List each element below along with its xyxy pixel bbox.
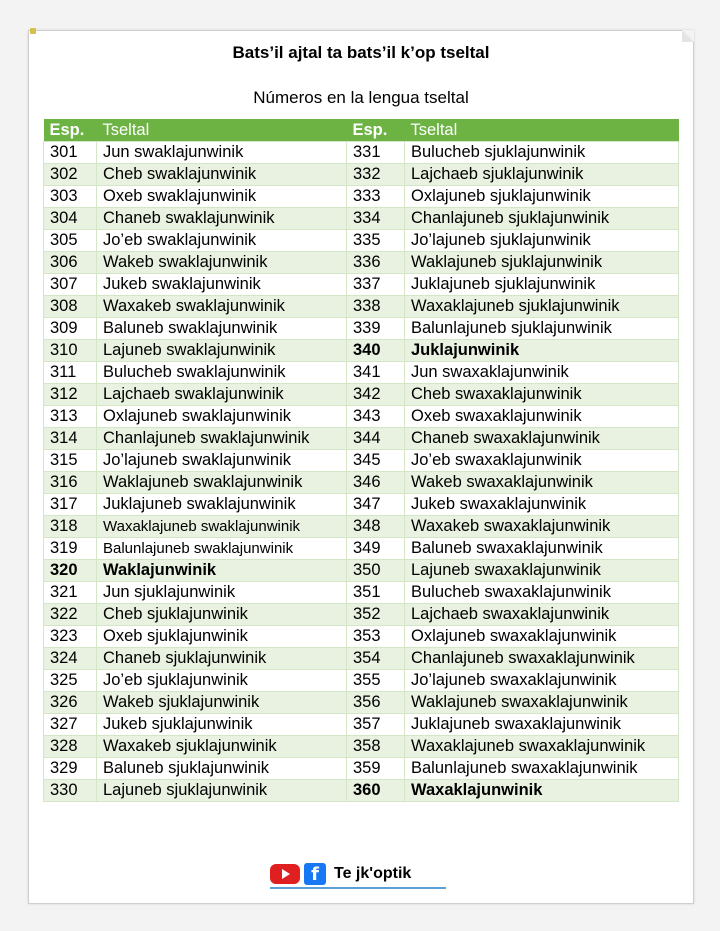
numbers-table bbox=[43, 119, 679, 802]
table-row bbox=[44, 648, 679, 670]
table-row bbox=[44, 692, 679, 714]
table-row bbox=[44, 318, 679, 340]
table-row bbox=[44, 340, 679, 362]
row-tseltal-right: Waxaklajuneb swaxaklajunwinik bbox=[405, 736, 679, 758]
table-row bbox=[44, 472, 679, 494]
row-number-left: 317 bbox=[44, 494, 97, 516]
row-tseltal-left: Baluneb sjuklajunwinik bbox=[97, 758, 347, 780]
row-tseltal-right: Juklajunwinik bbox=[405, 340, 679, 362]
row-number-left: 329 bbox=[44, 758, 97, 780]
table-row bbox=[44, 516, 679, 538]
row-tseltal-right: Lajchaeb sjuklajunwinik bbox=[405, 164, 679, 186]
table-row bbox=[44, 604, 679, 626]
row-number-right: 335 bbox=[347, 230, 405, 252]
row-number-right: 340 bbox=[347, 340, 405, 362]
row-tseltal-left: Chaneb swaklajunwinik bbox=[97, 208, 347, 230]
row-number-right: 352 bbox=[347, 604, 405, 626]
row-tseltal-left: Wakeb sjuklajunwinik bbox=[97, 692, 347, 714]
table-row bbox=[44, 142, 679, 164]
table-row bbox=[44, 758, 679, 780]
row-number-left: 308 bbox=[44, 296, 97, 318]
row-tseltal-left: Waxaklajuneb swaklajunwinik bbox=[97, 516, 347, 538]
row-number-right: 339 bbox=[347, 318, 405, 340]
row-tseltal-right: Oxeb swaxaklajunwinik bbox=[405, 406, 679, 428]
row-tseltal-right: Wakeb swaxaklajunwinik bbox=[405, 472, 679, 494]
table-row bbox=[44, 714, 679, 736]
row-tseltal-right: Chanlajuneb sjuklajunwinik bbox=[405, 208, 679, 230]
table-row bbox=[44, 450, 679, 472]
row-number-right: 349 bbox=[347, 538, 405, 560]
row-number-left: 306 bbox=[44, 252, 97, 274]
table-row bbox=[44, 252, 679, 274]
row-number-right: 337 bbox=[347, 274, 405, 296]
facebook-icon[interactable]: f bbox=[304, 863, 326, 885]
row-number-right: 333 bbox=[347, 186, 405, 208]
row-tseltal-right: Waxaklajunwinik bbox=[405, 780, 679, 802]
table-row bbox=[44, 428, 679, 450]
row-number-right: 353 bbox=[347, 626, 405, 648]
row-number-left: 319 bbox=[44, 538, 97, 560]
row-number-left: 309 bbox=[44, 318, 97, 340]
row-tseltal-left: Jo’lajuneb swaklajunwinik bbox=[97, 450, 347, 472]
row-number-right: 345 bbox=[347, 450, 405, 472]
row-number-left: 318 bbox=[44, 516, 97, 538]
row-tseltal-left: Chanlajuneb swaklajunwinik bbox=[97, 428, 347, 450]
table-row bbox=[44, 384, 679, 406]
row-number-right: 359 bbox=[347, 758, 405, 780]
row-number-left: 310 bbox=[44, 340, 97, 362]
page-fold-corner bbox=[682, 30, 694, 42]
table-row bbox=[44, 560, 679, 582]
table-row bbox=[44, 208, 679, 230]
row-tseltal-left: Cheb swaklajunwinik bbox=[97, 164, 347, 186]
row-number-right: 334 bbox=[347, 208, 405, 230]
table-row bbox=[44, 626, 679, 648]
row-tseltal-right: Oxlajuneb sjuklajunwinik bbox=[405, 186, 679, 208]
row-tseltal-right: Chanlajuneb swaxaklajunwinik bbox=[405, 648, 679, 670]
row-tseltal-left: Lajuneb swaklajunwinik bbox=[97, 340, 347, 362]
row-tseltal-left: Oxeb swaklajunwinik bbox=[97, 186, 347, 208]
table-row bbox=[44, 582, 679, 604]
row-tseltal-right: Oxlajuneb swaxaklajunwinik bbox=[405, 626, 679, 648]
document-page bbox=[28, 30, 694, 904]
row-tseltal-left: Jukeb swaklajunwinik bbox=[97, 274, 347, 296]
row-tseltal-right: Waxaklajuneb sjuklajunwinik bbox=[405, 296, 679, 318]
row-number-left: 303 bbox=[44, 186, 97, 208]
row-number-left: 322 bbox=[44, 604, 97, 626]
row-tseltal-right: Baluneb swaxaklajunwinik bbox=[405, 538, 679, 560]
header-tseltal-1: Tseltal bbox=[97, 119, 347, 142]
row-number-right: 332 bbox=[347, 164, 405, 186]
row-tseltal-left: Baluneb swaklajunwinik bbox=[97, 318, 347, 340]
row-tseltal-right: Jukeb swaxaklajunwinik bbox=[405, 494, 679, 516]
row-tseltal-left: Jun sjuklajunwinik bbox=[97, 582, 347, 604]
row-number-left: 311 bbox=[44, 362, 97, 384]
row-number-right: 348 bbox=[347, 516, 405, 538]
row-tseltal-left: Jukeb sjuklajunwinik bbox=[97, 714, 347, 736]
row-tseltal-right: Chaneb swaxaklajunwinik bbox=[405, 428, 679, 450]
row-number-left: 320 bbox=[44, 560, 97, 582]
row-number-left: 314 bbox=[44, 428, 97, 450]
row-number-right: 354 bbox=[347, 648, 405, 670]
row-number-left: 315 bbox=[44, 450, 97, 472]
table-row bbox=[44, 274, 679, 296]
row-number-right: 355 bbox=[347, 670, 405, 692]
row-tseltal-right: Lajchaeb swaxaklajunwinik bbox=[405, 604, 679, 626]
row-tseltal-left: Oxlajuneb swaklajunwinik bbox=[97, 406, 347, 428]
table-row bbox=[44, 538, 679, 560]
row-number-left: 307 bbox=[44, 274, 97, 296]
row-number-right: 360 bbox=[347, 780, 405, 802]
row-tseltal-right: Bulucheb swaxaklajunwinik bbox=[405, 582, 679, 604]
row-number-right: 344 bbox=[347, 428, 405, 450]
row-number-left: 326 bbox=[44, 692, 97, 714]
row-tseltal-left: Lajuneb sjuklajunwinik bbox=[97, 780, 347, 802]
row-number-left: 301 bbox=[44, 142, 97, 164]
row-tseltal-left: Waklajuneb swaklajunwinik bbox=[97, 472, 347, 494]
row-number-left: 302 bbox=[44, 164, 97, 186]
row-tseltal-left: Cheb sjuklajunwinik bbox=[97, 604, 347, 626]
row-tseltal-right: Waklajuneb sjuklajunwinik bbox=[405, 252, 679, 274]
table-row bbox=[44, 186, 679, 208]
row-tseltal-left: Juklajuneb swaklajunwinik bbox=[97, 494, 347, 516]
header-esp-1: Esp. bbox=[44, 119, 97, 142]
corner-mark-icon bbox=[30, 28, 36, 34]
row-number-right: 350 bbox=[347, 560, 405, 582]
header-tseltal-2: Tseltal bbox=[405, 119, 679, 142]
row-tseltal-right: Jun swaxaklajunwinik bbox=[405, 362, 679, 384]
row-number-left: 316 bbox=[44, 472, 97, 494]
row-tseltal-left: Jo’eb sjuklajunwinik bbox=[97, 670, 347, 692]
row-tseltal-right: Jo’lajuneb sjuklajunwinik bbox=[405, 230, 679, 252]
table-row bbox=[44, 494, 679, 516]
row-tseltal-right: Jo’eb swaxaklajunwinik bbox=[405, 450, 679, 472]
page-subtitle: Números en la lengua tseltal bbox=[253, 88, 469, 107]
youtube-icon[interactable] bbox=[270, 864, 300, 884]
table-row bbox=[44, 164, 679, 186]
table-row bbox=[44, 406, 679, 428]
table-row bbox=[44, 736, 679, 758]
row-number-right: 346 bbox=[347, 472, 405, 494]
row-number-left: 321 bbox=[44, 582, 97, 604]
row-tseltal-right: Juklajuneb swaxaklajunwinik bbox=[405, 714, 679, 736]
row-number-right: 356 bbox=[347, 692, 405, 714]
row-tseltal-right: Jo’lajuneb swaxaklajunwinik bbox=[405, 670, 679, 692]
page-title: Bats’il ajtal ta bats’il k’op tseltal bbox=[232, 43, 490, 62]
row-number-left: 324 bbox=[44, 648, 97, 670]
row-tseltal-right: Lajuneb swaxaklajunwinik bbox=[405, 560, 679, 582]
row-number-right: 341 bbox=[347, 362, 405, 384]
brand-name: Te jk'optik bbox=[334, 865, 412, 882]
row-number-left: 330 bbox=[44, 780, 97, 802]
row-number-left: 312 bbox=[44, 384, 97, 406]
row-tseltal-right: Juklajuneb sjuklajunwinik bbox=[405, 274, 679, 296]
row-tseltal-left: Waxakeb swaklajunwinik bbox=[97, 296, 347, 318]
row-tseltal-right: Waklajuneb swaxaklajunwinik bbox=[405, 692, 679, 714]
row-tseltal-left: Chaneb sjuklajunwinik bbox=[97, 648, 347, 670]
row-number-right: 331 bbox=[347, 142, 405, 164]
row-tseltal-right: Balunlajuneb sjuklajunwinik bbox=[405, 318, 679, 340]
row-number-right: 351 bbox=[347, 582, 405, 604]
row-tseltal-left: Balunlajuneb swaklajunwinik bbox=[97, 538, 347, 560]
row-number-left: 327 bbox=[44, 714, 97, 736]
row-tseltal-right: Balunlajuneb swaxaklajunwinik bbox=[405, 758, 679, 780]
table-row bbox=[44, 230, 679, 252]
row-tseltal-left: Waxakeb sjuklajunwinik bbox=[97, 736, 347, 758]
row-tseltal-right: Bulucheb sjuklajunwinik bbox=[405, 142, 679, 164]
row-number-left: 323 bbox=[44, 626, 97, 648]
row-tseltal-left: Bulucheb swaklajunwinik bbox=[97, 362, 347, 384]
footer-brand bbox=[270, 861, 446, 889]
row-number-right: 342 bbox=[347, 384, 405, 406]
row-number-left: 328 bbox=[44, 736, 97, 758]
table-header-row bbox=[44, 119, 679, 142]
row-number-right: 343 bbox=[347, 406, 405, 428]
row-tseltal-left: Lajchaeb swaklajunwinik bbox=[97, 384, 347, 406]
table-body bbox=[44, 142, 679, 802]
row-tseltal-right: Cheb swaxaklajunwinik bbox=[405, 384, 679, 406]
row-number-right: 358 bbox=[347, 736, 405, 758]
row-number-left: 305 bbox=[44, 230, 97, 252]
table-row bbox=[44, 670, 679, 692]
row-number-left: 325 bbox=[44, 670, 97, 692]
table-row bbox=[44, 780, 679, 802]
table-row bbox=[44, 296, 679, 318]
header-esp-2: Esp. bbox=[347, 119, 405, 142]
row-number-left: 313 bbox=[44, 406, 97, 428]
row-tseltal-left: Waklajunwinik bbox=[97, 560, 347, 582]
row-tseltal-left: Oxeb sjuklajunwinik bbox=[97, 626, 347, 648]
row-number-left: 304 bbox=[44, 208, 97, 230]
row-number-right: 338 bbox=[347, 296, 405, 318]
row-tseltal-left: Jo’eb swaklajunwinik bbox=[97, 230, 347, 252]
row-number-right: 347 bbox=[347, 494, 405, 516]
row-tseltal-left: Wakeb swaklajunwinik bbox=[97, 252, 347, 274]
row-tseltal-left: Jun swaklajunwinik bbox=[97, 142, 347, 164]
table-row bbox=[44, 362, 679, 384]
row-tseltal-right: Waxakeb swaxaklajunwinik bbox=[405, 516, 679, 538]
row-number-right: 336 bbox=[347, 252, 405, 274]
row-number-right: 357 bbox=[347, 714, 405, 736]
